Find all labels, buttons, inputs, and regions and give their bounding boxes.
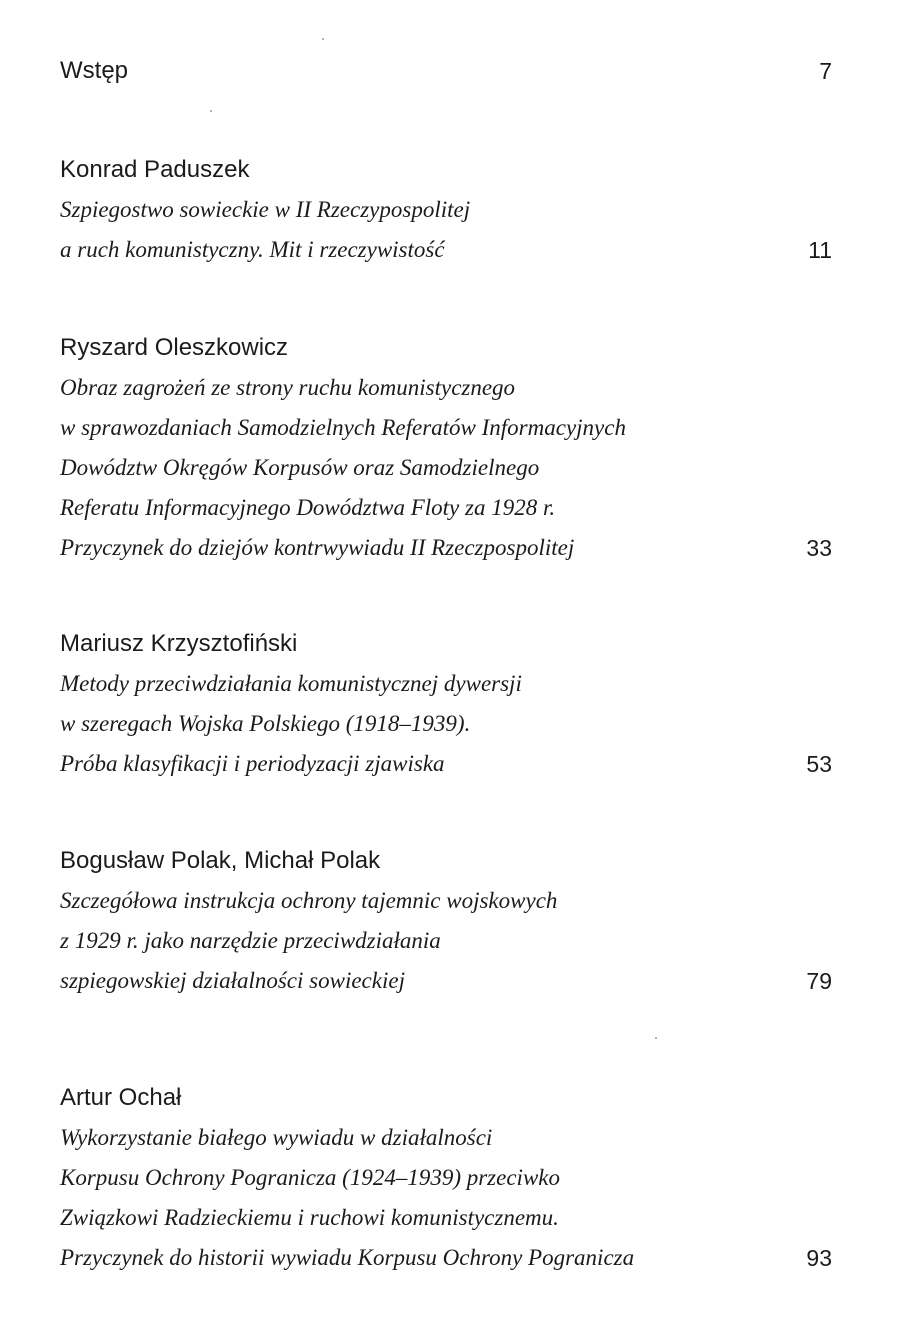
- entry-title-line: Próba klasyfikacji i periodyzacji zjawiska: [60, 751, 445, 776]
- scan-speck: [210, 110, 212, 112]
- entry-title-line: Korpusu Ochrony Pogranicza (1924–1939) przeciwko: [60, 1165, 560, 1190]
- entry-title-line: Szczegółowa instrukcja ochrony tajemnic wojskowych: [60, 888, 558, 913]
- entry-title-line: szpiegowskiej działalności sowieckiej: [60, 968, 405, 993]
- entry-title-line: w szeregach Wojska Polskiego (1918–1939).: [60, 711, 471, 736]
- entry-title-line: Wykorzystanie białego wywiadu w działalności: [60, 1125, 493, 1150]
- entry-title-line: w sprawozdaniach Samodzielnych Referatów Informacyjnych: [60, 415, 626, 440]
- entry-title-line: Obraz zagrożeń ze strony ruchu komunistycznego: [60, 375, 516, 400]
- toc-entry: [60, 328, 832, 568]
- entry-title-line: Metody przeciwdziałania komunistycznej dywersji: [60, 671, 522, 696]
- toc-entry: [60, 624, 832, 784]
- intro-heading: Wstęp: [60, 57, 129, 84]
- entry-author: Bogusław Polak, Michał Polak: [60, 847, 381, 874]
- page-number: 93: [806, 1245, 832, 1271]
- entry-title-line: Szpiegostwo sowieckie w II Rzeczypospolitej: [60, 197, 471, 222]
- entry-title-line: Przyczynek do historii wywiadu Korpusu Ochrony Pogranicza: [60, 1245, 635, 1270]
- toc-entry: [60, 150, 832, 270]
- entry-title-line: z 1929 r. jako narzędzie przeciwdziałania: [60, 928, 441, 953]
- entry-author: Konrad Paduszek: [60, 156, 250, 183]
- entry-author: Mariusz Krzysztofiński: [60, 630, 298, 657]
- entry-title-line: Przyczynek do dziejów kontrwywiadu II Rzeczpospolitej: [60, 535, 575, 560]
- page-number: 7: [819, 58, 832, 84]
- toc-entry: [60, 1078, 832, 1278]
- entry-author: Artur Ochał: [60, 1084, 182, 1111]
- scan-speck: [655, 1037, 657, 1039]
- entry-title-line: Referatu Informacyjnego Dowództwa Floty za 1928 r.: [60, 495, 556, 520]
- page-number: 11: [808, 237, 832, 263]
- entry-title-line: Związkowi Radzieckiemu i ruchowi komunistycznemu.: [60, 1205, 559, 1230]
- toc-entry: [60, 841, 832, 1001]
- page-number: 79: [806, 968, 832, 994]
- entry-author: Ryszard Oleszkowicz: [60, 334, 289, 361]
- toc-intro: [60, 51, 832, 91]
- entry-title-line: Dowództw Okręgów Korpusów oraz Samodzielnego: [60, 455, 540, 480]
- page-number: 33: [806, 535, 832, 561]
- entry-title-line: a ruch komunistyczny. Mit i rzeczywistość: [60, 237, 445, 262]
- scan-speck: [322, 38, 324, 40]
- page-number: 53: [806, 751, 832, 777]
